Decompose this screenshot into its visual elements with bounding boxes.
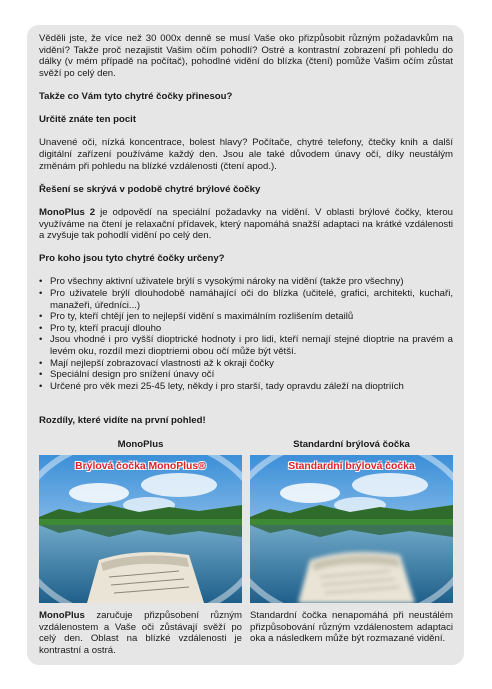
solution-text: je odpovědí na speciální požadavky na vidění. V oblasti brýlové čočky, kterou využíváme na čtení je relaxační přídavek, který napomáhá snažší adaptaci na krátké vzdálenosti a zvyšuje tak pohodlí vidění po celý den. — [39, 206, 453, 242]
lake-landscape-image — [250, 455, 453, 603]
left-title: MonoPlus — [117, 439, 164, 450]
target-users-list — [39, 276, 453, 392]
heading-solution: Řešení se skrývá v podobě chytré brýlové čočky — [39, 183, 261, 195]
left-text-bold: MonoPlus — [39, 610, 85, 621]
left-description — [39, 610, 242, 656]
right-title: Standardní brýlová čočka — [293, 439, 410, 450]
heading-for-whom: Pro koho jsou tyto chytré čočky určeny? — [39, 253, 225, 265]
list-item: • Speciální design pro snížení únavy očí — [39, 369, 453, 381]
product-name: MonoPlus 2 — [39, 206, 96, 218]
comparison — [39, 439, 453, 656]
list-item: • Pro ty, kteří chtějí jen to nejlepší vidění s maximálním rozlišením detailů — [39, 311, 453, 323]
list-item: • Pro všechny aktivní uživatele brýlí s vysokými nároky na vidění (takže pro všechny) — [39, 276, 453, 288]
lens-photo-sharp — [39, 455, 242, 603]
feeling-paragraph: Unavené oči, nízká koncentrace, bolest hlavy? Počítače, chytré telefony, čtečky knih a další digitální zařízení používáme každý den. Jsou ale také důvodem únavy očí, díky neustálým změnám při pohledu na blízké vzdálenosti (čtení apod.). — [39, 137, 453, 172]
photo-label-left: Brýlová čočka MonoPlus® — [75, 461, 206, 472]
list-item: • Pro ty, kteří pracují dlouho — [39, 323, 453, 335]
list-item: • Jsou vhodné i pro vyšší dioptrické hodnoty i pro lidi, kteří nemají stejné dioptrie na pravém a levém oku, rozdíl mezi dioptriemi obou očí může být větší. — [39, 334, 453, 357]
lake-landscape-image — [39, 455, 242, 603]
list-item: • Určené pro věk mezi 25-45 lety, někdy i pro starší, tady opravdu záleží na dioptriích — [39, 381, 453, 393]
solution-paragraph — [39, 207, 453, 242]
lens-photo-blurred — [250, 455, 453, 603]
left-text: zaručuje přizpůsobení různým vzdálenostem a Vaše oči zůstávají svěží po celý den. Oblast na blízké vzdálenosti je kontrastní a ostrá. — [39, 610, 242, 656]
comparison-left — [39, 439, 242, 656]
heading-benefits: Takže co Vám tyto chytré čočky přinesou? — [39, 90, 233, 102]
article-card — [27, 25, 464, 665]
list-item: • Mají nejlepší zobrazovací vlastnosti až k okraji čočky — [39, 358, 453, 370]
photo-label-right: Standardní brýlová čočka — [288, 461, 415, 472]
comparison-right — [250, 439, 453, 656]
right-description: Standardní čočka nenapomáhá při neustálém přizpůsobování různým vzdálenostem adaptaci oka a následkem může být rozmazané vidění. — [250, 610, 453, 645]
intro-paragraph: Věděli jste, že více než 30 000x denně se musí Vaše oko přizpůsobit různým požadavkům na vidění? Takže proč nezajistit Vašim očím pohodlí? Ostré a kontrastní zobrazení při pohledu do dálky (v mém případě na počítač), pohodlné vidění do blízka (čtení) pomůže Vašim očím zůstat svěží po celý den. — [39, 33, 453, 79]
heading-compare: Rozdíly, které vidíte na první pohled! — [39, 415, 206, 427]
list-item: • Pro uživatele brýlí dlouhodobě namáhající oči do blízka (učitelé, grafici, architekti, kuchaři, manažeři, úředníci...) — [39, 288, 453, 311]
heading-feeling: Určitě znáte ten pocit — [39, 114, 137, 126]
